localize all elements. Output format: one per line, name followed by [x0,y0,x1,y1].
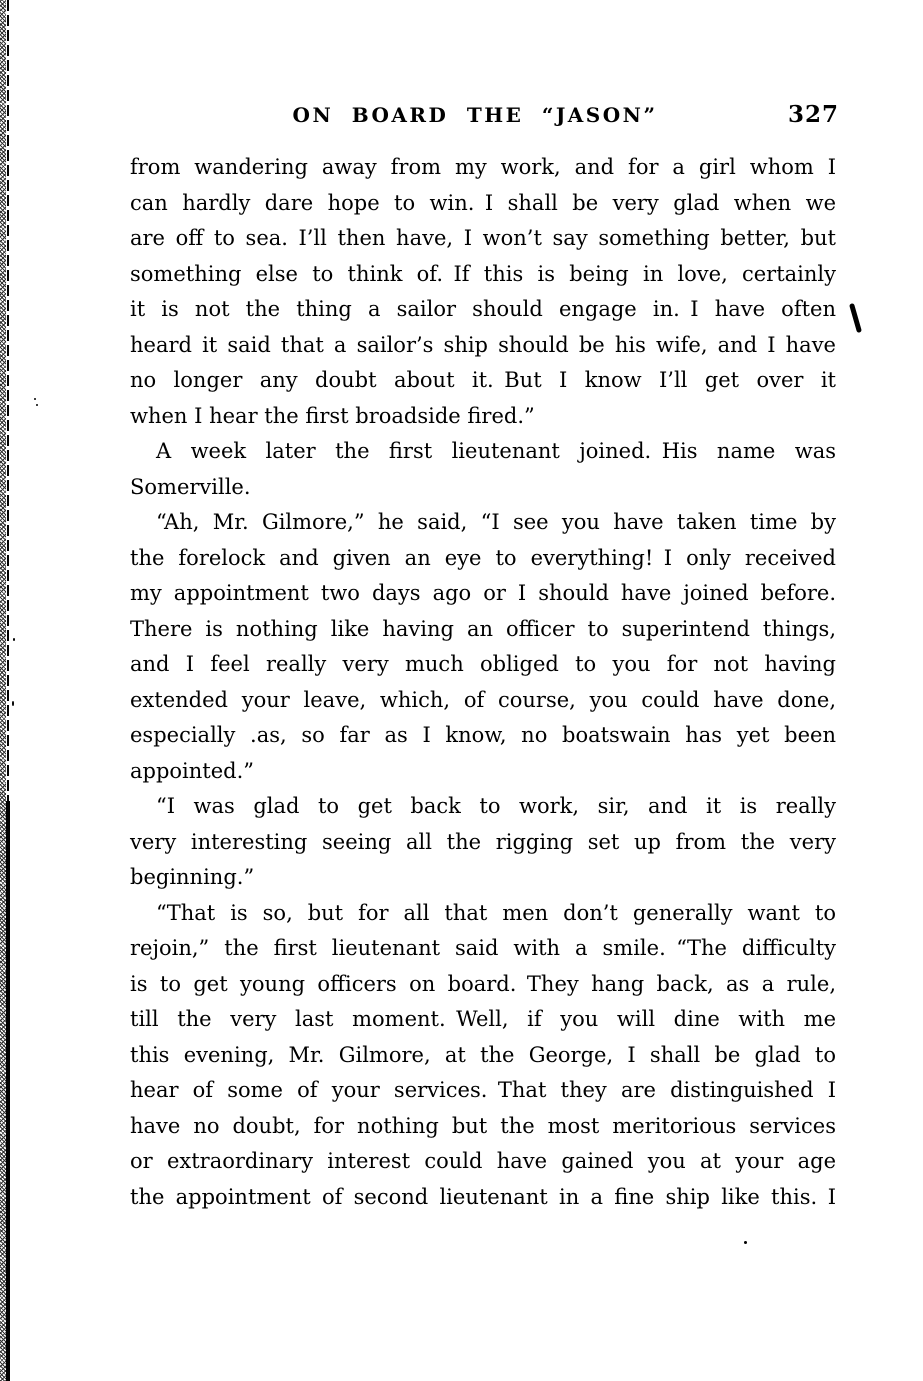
text-line: or extraordinary interest could have gained you at your age [130,1149,836,1173]
text-line: when I hear the first broadside fired.” [130,403,535,428]
pen-mark-artifact [849,303,862,333]
text-line: rejoin,” the first lieutenant said with a smile. “The difficulty [130,936,836,960]
scan-binding-artifact [0,0,13,1381]
text-line: the forelock and given an eye to everything! I only received [130,545,836,570]
text-line: and I feel really very much obliged to you for not having [130,652,836,676]
text-line: it is not the thing a sailor should engage in. I have often [130,297,836,321]
text-line: extended your leave, which, of course, you could have done, [130,687,836,712]
text-line: A week later the first lieutenant joined. His name was [156,439,836,463]
text-line: especially .as, so far as I know, no boatswain has yet been [130,723,836,747]
text-line: appointed.” [130,758,255,783]
text-line: hear of some of your services. That they are distinguished I [130,1078,836,1102]
text-line: Somerville. [130,474,251,499]
text-line: very interesting seeing all the rigging set up from the very [130,829,836,854]
text-line: something else to think of. If this is being in love, certainly [130,261,836,286]
ink-speck [744,1241,747,1244]
text-line: There is nothing like having an officer to superintend things, [130,616,836,641]
ink-speck [12,701,14,706]
running-header-title: ON BOARD THE “JASON” [292,103,658,127]
page-number: 327 [788,101,840,128]
text-line: heard it said that a sailor’s ship should be his wife, and I have [130,332,836,357]
text-line: this evening, Mr. Gilmore, at the George, I shall be glad to [130,1042,836,1067]
text-line: are off to sea. I’ll then have, I won’t say something better, but [130,226,836,250]
text-line: “Ah, Mr. Gilmore,” he said, “I see you have taken time by [156,510,836,534]
ink-speck [36,404,38,406]
text-line: beginning.” [130,865,255,889]
text-line: the appointment of second lieutenant in a fine ship like this. I [130,1184,836,1209]
text-line: from wandering away from my work, and for a girl whom I [130,155,836,179]
text-block [130,150,836,1215]
scan-solid-line [6,801,10,1381]
text-line: have no doubt, for nothing but the most meritorious services [130,1113,836,1138]
text-line: “I was glad to get back to work, sir, and it is really [156,794,836,818]
text-line: till the very last moment. Well, if you will dine with me [130,1007,836,1031]
text-line: can hardly dare hope to win. I shall be very glad when we [130,190,836,215]
ink-speck [13,638,15,641]
text-line: my appointment two days ago or I should have joined before. [130,581,836,605]
text-line: no longer any doubt about it. But I know I’ll get over it [130,368,836,392]
ink-speck [34,398,36,400]
text-line: “That is so, but for all that men don’t generally want to [156,900,836,925]
text-line: is to get young officers on board. They hang back, as a rule, [130,971,836,996]
